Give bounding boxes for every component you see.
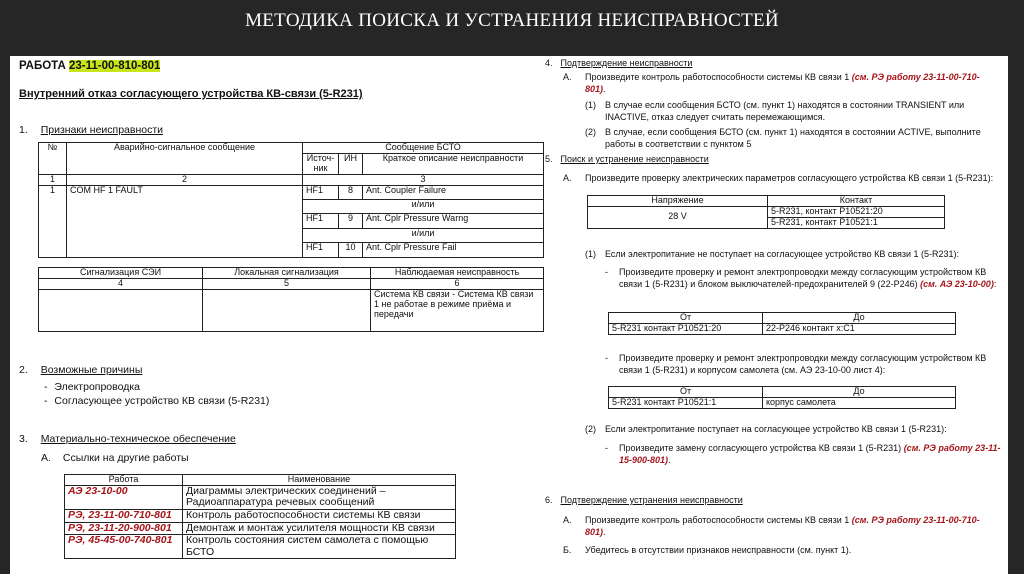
ref-link[interactable]: (см. РЭ работу 23-11-00-710-801) <box>585 72 980 94</box>
ref-link[interactable]: (см. РЭ работу 23-11-00-710-801) <box>585 515 980 537</box>
col-header: Наименование <box>183 475 456 486</box>
s4-p1-text: В случае если сообщения БСТО (см. пункт 1) находятся в состоянии TRANSIENT или INACTIVE, отказ следует считать перемежающимся. <box>605 100 965 122</box>
s5-p1-label: (1) <box>585 249 596 259</box>
document-page <box>10 56 1008 574</box>
col-header: Наблюдаемая неисправность <box>371 268 544 279</box>
table-row <box>65 509 456 522</box>
dash: - <box>605 267 608 277</box>
s6-a-label: А. <box>563 515 572 525</box>
section-title: Признаки неисправности <box>40 124 164 136</box>
source-cell: HF1 <box>303 243 339 257</box>
from-cell: 5-R231 контакт Р10521:1 <box>609 397 763 408</box>
refs-subheading: А. Ссылки на другие работы <box>41 452 189 464</box>
refs-table <box>64 474 456 559</box>
table-row <box>65 535 456 559</box>
section-3-header <box>19 433 236 445</box>
table-row <box>65 522 456 535</box>
col-header: Напряжение <box>588 196 768 207</box>
section-1-header <box>19 124 163 136</box>
section-num: 1. <box>19 124 28 136</box>
in-cell: 8 <box>339 185 363 199</box>
work-title <box>19 60 160 72</box>
voltage-table <box>587 195 945 229</box>
from-cell: 5-R231 контакт Р10521:20 <box>609 323 763 334</box>
col-header: Сообщение БСТО <box>303 143 544 154</box>
cause-item: - Согласующее устройство КВ связи (5-R231) <box>44 395 270 407</box>
alarm-message: COM HF 1 FAULT <box>67 185 303 257</box>
section-5-header: 5. Поиск и устранение неисправности <box>545 154 709 164</box>
col-header: От <box>609 387 763 398</box>
s5-a-text: Произведите проверку электрических параметров согласующего устройства КВ связи 1 (5-R231): <box>585 173 994 183</box>
col-header: Работа <box>65 475 183 486</box>
index-cell: 2 <box>67 174 303 185</box>
section-title: Возможные причины <box>40 364 143 376</box>
s4-p2-label: (2) <box>585 127 596 137</box>
in-cell: 9 <box>339 214 363 228</box>
empty-cell <box>39 289 203 331</box>
or-cell: и/или <box>303 199 544 213</box>
index-cell: 1 <box>39 174 67 185</box>
ref-name: Контроль состояния систем самолета с помощью БСТО <box>183 535 456 559</box>
s5-d2-text: Произведите проверку и ремонт электропроводки между согласующим устройством КВ связи 1 (5-R231) и корпусом самолета (см. АЭ 23-10-00 лист 4): <box>619 353 987 375</box>
dash: - <box>605 443 608 453</box>
wiring-table-1 <box>608 312 956 335</box>
index-cell: 6 <box>371 278 544 289</box>
ref-link[interactable]: (см. РЭ работу 23-11-15-900-801) <box>619 443 1001 465</box>
col-header: Аварийно-сигнальное сообщение <box>67 143 303 175</box>
observed-fault: Система КВ связи - Система КВ связи 1 не работае в режиме приёма и передачи <box>371 289 544 331</box>
desc-cell: Ant. Coupler Failure <box>363 185 544 199</box>
section-title: Материально-техническое обеспечение <box>40 433 236 445</box>
s6-a-text: Произведите контроль работоспособности системы КВ связи 1 (см. РЭ работу 23-11-00-710-801). <box>585 515 980 537</box>
to-cell: корпус самолета <box>763 397 956 408</box>
col-header: Контакт <box>768 196 945 207</box>
dash: - <box>605 353 608 363</box>
work-heading: Внутренний отказ согласующего устройства КВ-связи (5-R231) <box>19 88 363 100</box>
col-header: Источ- ник <box>303 153 339 174</box>
col-header: Краткое описание неисправности <box>363 153 544 174</box>
source-cell: HF1 <box>303 214 339 228</box>
col-header: № <box>39 143 67 175</box>
section-2-header <box>19 364 142 376</box>
s6-b-label: Б. <box>563 545 572 555</box>
col-header: ИН <box>339 153 363 174</box>
cause-item: - Электропроводка <box>44 381 141 393</box>
desc-cell: Ant. Cplr Pressure Warng <box>363 214 544 228</box>
ref-name: Контроль работоспособности системы КВ связи <box>183 509 456 522</box>
index-cell: 5 <box>203 278 371 289</box>
desc-cell: Ant. Cplr Pressure Fail <box>363 243 544 257</box>
col-header: До <box>763 387 956 398</box>
s5-p1-text: Если электропитание не поступает на согласующее устройство КВ связи 1 (5-R231): <box>605 249 960 259</box>
bsto-table <box>38 142 544 258</box>
table-row <box>65 485 456 509</box>
s4-p1-label: (1) <box>585 100 596 110</box>
ref-name: Демонтаж и монтаж усилителя мощности КВ связи <box>183 522 456 535</box>
col-header: До <box>763 313 956 324</box>
voltage-value: 28 V <box>588 206 768 228</box>
index-cell: 4 <box>39 278 203 289</box>
s4-p2-text: В случае, если сообщения БСТО (см. пункт 1) находятся в состоянии ACTIVE, выполните работы в соответствии с пунктом 5 <box>605 127 981 149</box>
s5-p2-text: Если электропитание поступает на согласующее устройство КВ связи 1 (5-R231): <box>605 424 947 434</box>
wiring-table-2 <box>608 386 956 409</box>
s5-p2-label: (2) <box>585 424 596 434</box>
col-header: От <box>609 313 763 324</box>
contact-cell: 5-R231, контакт Р10521:1 <box>768 217 945 228</box>
work-code: 23-11-00-810-801 <box>68 60 161 72</box>
to-cell: 22-Р246 контакт х:С1 <box>763 323 956 334</box>
signal-table <box>38 267 544 332</box>
ref-link[interactable]: АЭ 23-10-00 <box>65 485 183 509</box>
col-header: Сигнализация СЭИ <box>39 268 203 279</box>
s5-d3-text: Произведите замену согласующего устройства КВ связи 1 (5-R231) (см. РЭ работу 23-11-15-900-801). <box>619 443 1001 465</box>
col-header: Локальная сигнализация <box>203 268 371 279</box>
section-6-header: 6. Подтверждение устранения неисправности <box>545 495 743 505</box>
index-cell: 3 <box>303 174 544 185</box>
in-cell: 10 <box>339 243 363 257</box>
slide-title: МЕТОДИКА ПОИСКА И УСТРАНЕНИЯ НЕИСПРАВНОСТЕЙ <box>245 10 779 31</box>
work-prefix: РАБОТА <box>19 60 66 72</box>
section-num: 3. <box>19 433 28 445</box>
s5-d1-text: Произведите проверку и ремонт электропроводки между согласующим устройством КВ связи 1 (5-R231) и блоком выключателей-предохранителей 9 (22-Р246) (см. АЭ 23-10-00): <box>619 267 997 289</box>
s4-a-label: А. <box>563 72 572 82</box>
s4-a-text: Произведите контроль работоспособности системы КВ связи 1 (см. РЭ работу 23-11-00-710-801). <box>585 72 980 94</box>
section-4-header: 4. Подтверждение неисправности <box>545 58 693 68</box>
s6-b-text: Убедитесь в отсутствии признаков неисправности (см. пункт 1). <box>585 545 852 555</box>
row-num: 1 <box>39 185 67 257</box>
ref-name: Диаграммы электрических соединений – Радиоаппаратура речевых сообщений <box>183 485 456 509</box>
or-cell: и/или <box>303 228 544 242</box>
ref-link[interactable]: РЭ, 23-11-20-900-801 <box>65 522 183 535</box>
ref-link[interactable]: РЭ, 45-45-00-740-801 <box>65 535 183 559</box>
contact-cell: 5-R231, контакт Р10521:20 <box>768 206 945 217</box>
s5-a-label: А. <box>563 173 572 183</box>
ref-link[interactable]: РЭ, 23-11-00-710-801 <box>65 509 183 522</box>
section-num: 2. <box>19 364 28 376</box>
source-cell: HF1 <box>303 185 339 199</box>
ref-link[interactable]: (см. АЭ 23-10-00) <box>920 278 994 289</box>
empty-cell <box>203 289 371 331</box>
